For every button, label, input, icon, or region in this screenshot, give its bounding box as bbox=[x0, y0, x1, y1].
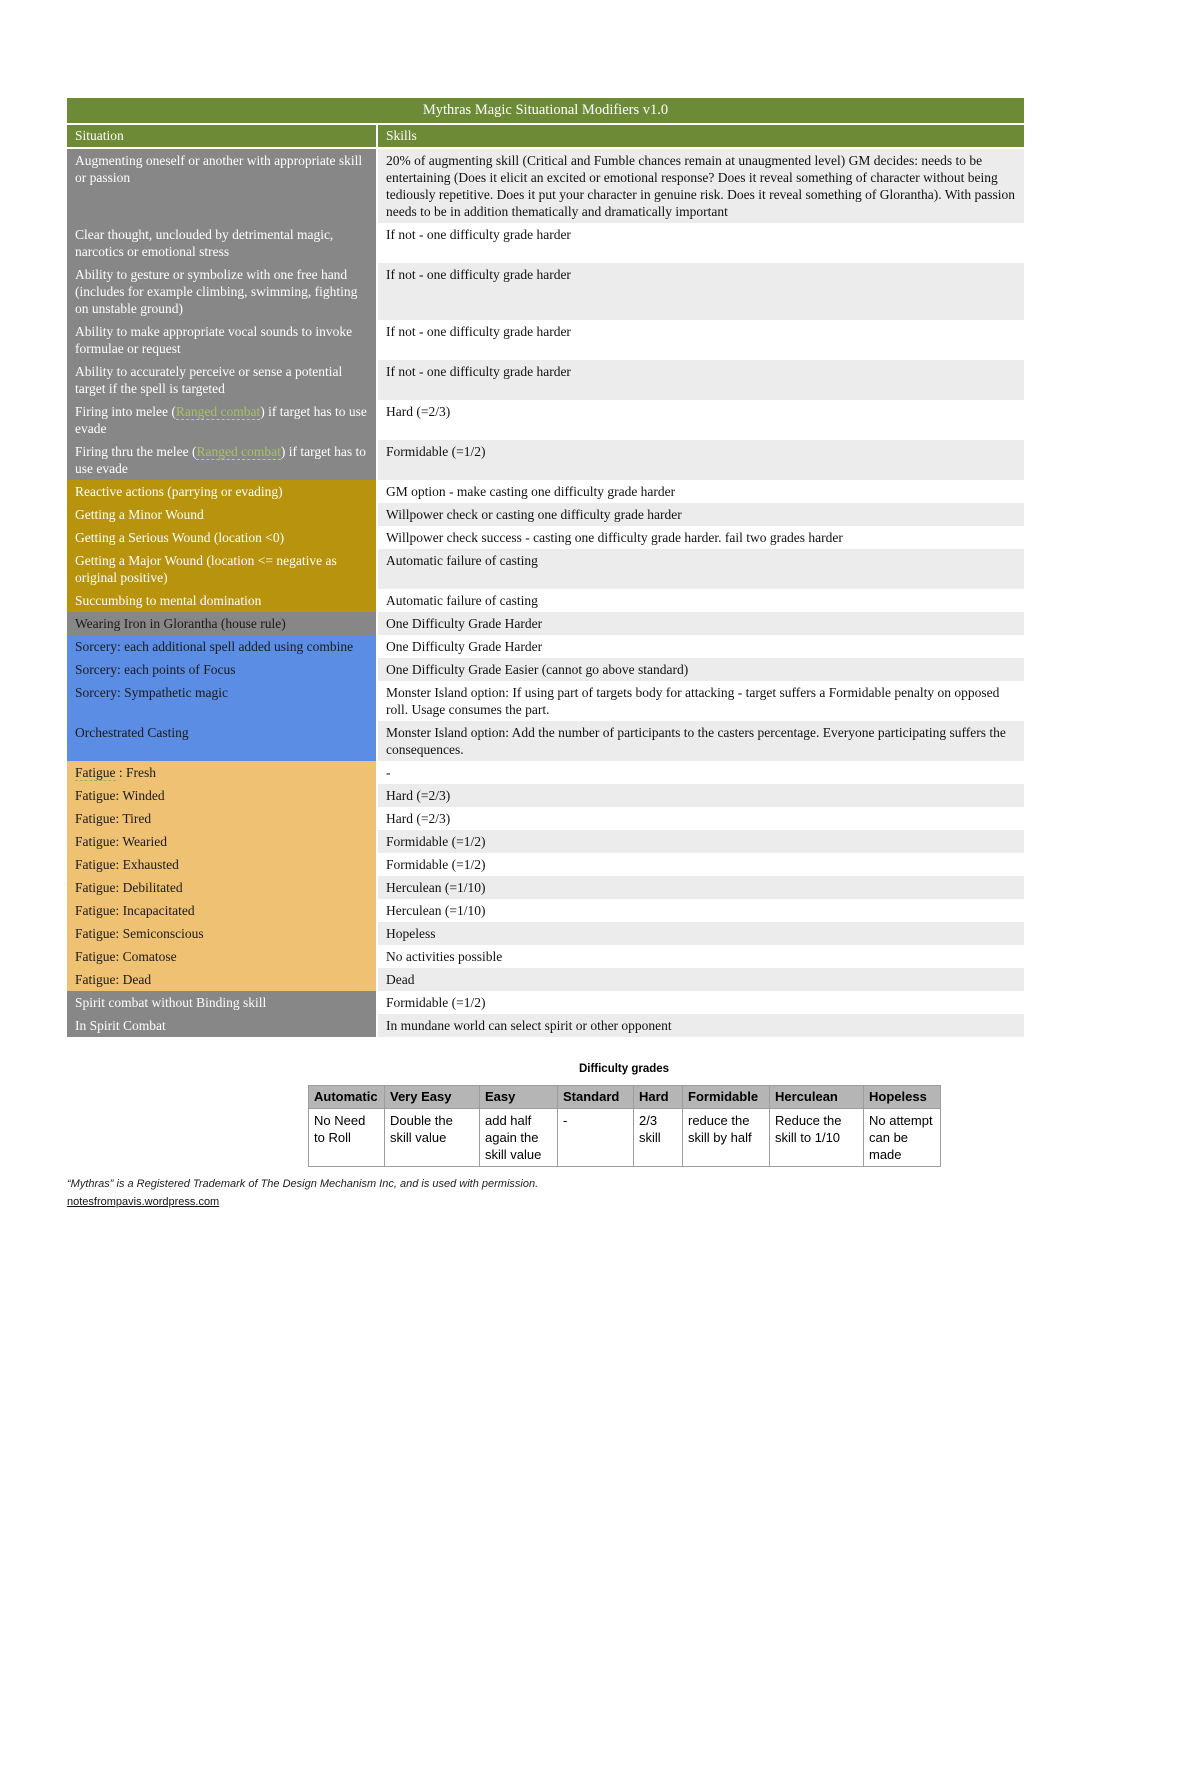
difficulty-value-row bbox=[309, 1109, 941, 1167]
difficulty-header-row bbox=[309, 1086, 941, 1109]
difficulty-header-standard: Standard bbox=[558, 1086, 634, 1109]
difficulty-header-very-easy: Very Easy bbox=[385, 1086, 480, 1109]
skills-cell: Hard (=2/3) bbox=[378, 400, 1024, 440]
situation-cell bbox=[67, 263, 376, 320]
difficulty-header-easy: Easy bbox=[480, 1086, 558, 1109]
situation-text: Fatigue: Incapacitated bbox=[75, 903, 195, 918]
situation-text: Augmenting oneself or another with appropriate skill or passion bbox=[75, 153, 363, 185]
skills-cell: If not - one difficulty grade harder bbox=[378, 223, 1024, 263]
skills-cell: Herculean (=1/10) bbox=[378, 876, 1024, 899]
column-header-situation: Situation bbox=[67, 125, 376, 147]
table-row bbox=[67, 876, 1024, 899]
skills-cell: Automatic failure of casting bbox=[378, 589, 1024, 612]
difficulty-value-very-easy: Double the skill value bbox=[385, 1109, 480, 1167]
skills-cell: Formidable (=1/2) bbox=[378, 853, 1024, 876]
notesfrompavis-link[interactable]: notesfrompavis.wordpress.com bbox=[67, 1196, 220, 1208]
situation-text: Getting a Minor Wound bbox=[75, 507, 204, 522]
situation-cell bbox=[67, 589, 376, 612]
table-row bbox=[67, 400, 1024, 440]
situation-cell bbox=[67, 360, 376, 400]
situation-text: Wearing Iron in Glorantha (house rule) bbox=[75, 616, 286, 631]
skills-cell: Hard (=2/3) bbox=[378, 784, 1024, 807]
table-row bbox=[67, 263, 1024, 320]
situation-text: Spirit combat without Binding skill bbox=[75, 995, 267, 1010]
situation-cell bbox=[67, 480, 376, 503]
ranged-combat-link[interactable]: Ranged combat bbox=[196, 444, 281, 459]
skills-cell: Willpower check success - casting one difficulty grade harder. fail two grades harder bbox=[378, 526, 1024, 549]
table-row bbox=[67, 440, 1024, 480]
table-row bbox=[67, 503, 1024, 526]
skills-cell: Willpower check or casting one difficulty grade harder bbox=[378, 503, 1024, 526]
table-row bbox=[67, 945, 1024, 968]
difficulty-header-hopeless: Hopeless bbox=[864, 1086, 941, 1109]
fatigue-link[interactable]: Fatigue bbox=[75, 765, 116, 780]
table-row bbox=[67, 784, 1024, 807]
situation-cell bbox=[67, 761, 376, 784]
situation-text: Reactive actions (parrying or evading) bbox=[75, 484, 283, 499]
table-row bbox=[67, 853, 1024, 876]
situation-cell bbox=[67, 721, 376, 761]
table-row bbox=[67, 223, 1024, 263]
situation-cell bbox=[67, 549, 376, 589]
situation-cell bbox=[67, 853, 376, 876]
situation-text: ) if target has to use evade bbox=[75, 444, 367, 476]
situation-text: Fatigue: Semiconscious bbox=[75, 926, 204, 941]
table-row bbox=[67, 612, 1024, 635]
table-row bbox=[67, 549, 1024, 589]
situation-cell bbox=[67, 526, 376, 549]
situation-cell bbox=[67, 440, 376, 480]
situation-cell bbox=[67, 830, 376, 853]
situation-text: Ability to make appropriate vocal sounds to invoke formulae or request bbox=[75, 324, 353, 356]
situation-text: : Fresh bbox=[115, 765, 156, 780]
situation-cell bbox=[67, 400, 376, 440]
situation-cell bbox=[67, 922, 376, 945]
situation-text: Fatigue: Tired bbox=[75, 811, 152, 826]
difficulty-value-easy: add half again the skill value bbox=[480, 1109, 558, 1167]
table-body bbox=[67, 149, 1024, 1037]
table-row bbox=[67, 899, 1024, 922]
situation-cell bbox=[67, 149, 376, 223]
table-row bbox=[67, 761, 1024, 784]
skills-cell: Hopeless bbox=[378, 922, 1024, 945]
skills-cell: If not - one difficulty grade harder bbox=[378, 360, 1024, 400]
table-row bbox=[67, 635, 1024, 658]
skills-cell: GM option - make casting one difficulty grade harder bbox=[378, 480, 1024, 503]
difficulty-value-hopeless: No attempt can be made bbox=[864, 1109, 941, 1167]
situation-cell bbox=[67, 784, 376, 807]
difficulty-grades-table bbox=[308, 1085, 941, 1167]
situation-text: Firing thru the melee ( bbox=[75, 444, 197, 459]
situation-cell bbox=[67, 658, 376, 681]
skills-cell: One Difficulty Grade Harder bbox=[378, 612, 1024, 635]
difficulty-header-herculean: Herculean bbox=[770, 1086, 864, 1109]
situation-cell bbox=[67, 612, 376, 635]
difficulty-value-automatic: No Need to Roll bbox=[309, 1109, 385, 1167]
difficulty-value-standard: - bbox=[558, 1109, 634, 1167]
table-row bbox=[67, 658, 1024, 681]
difficulty-header-hard: Hard bbox=[634, 1086, 683, 1109]
table-row bbox=[67, 991, 1024, 1014]
situation-text: Sorcery: each points of Focus bbox=[75, 662, 236, 677]
situation-cell bbox=[67, 223, 376, 263]
situation-cell bbox=[67, 991, 376, 1014]
situation-text: Firing into melee ( bbox=[75, 404, 176, 419]
skills-cell: If not - one difficulty grade harder bbox=[378, 320, 1024, 360]
table-row bbox=[67, 589, 1024, 612]
skills-cell: Hard (=2/3) bbox=[378, 807, 1024, 830]
ranged-combat-link[interactable]: Ranged combat bbox=[175, 404, 261, 419]
situation-text: ) if target has to use evade bbox=[75, 404, 367, 436]
skills-cell: Formidable (=1/2) bbox=[378, 830, 1024, 853]
situation-text: Fatigue: Debilitated bbox=[75, 880, 183, 895]
situation-cell bbox=[67, 681, 376, 721]
situation-text: In Spirit Combat bbox=[75, 1018, 166, 1033]
table-row bbox=[67, 526, 1024, 549]
situation-text: Fatigue: Wearied bbox=[75, 834, 168, 849]
skills-cell: In mundane world can select spirit or other opponent bbox=[378, 1014, 1024, 1037]
table-row bbox=[67, 681, 1024, 721]
skills-cell: One Difficulty Grade Harder bbox=[378, 635, 1024, 658]
table-row bbox=[67, 360, 1024, 400]
situation-cell bbox=[67, 968, 376, 991]
table-row bbox=[67, 968, 1024, 991]
difficulty-value-herculean: Reduce the skill to 1/10 bbox=[770, 1109, 864, 1167]
footer bbox=[67, 1177, 1024, 1210]
situation-cell bbox=[67, 503, 376, 526]
situation-cell bbox=[67, 1014, 376, 1037]
situation-text: Ability to gesture or symbolize with one free hand (includes for example climbing, swimming, fighting on unstable ground) bbox=[75, 267, 358, 316]
table-row bbox=[67, 807, 1024, 830]
situation-cell bbox=[67, 876, 376, 899]
difficulty-header-automatic: Automatic bbox=[309, 1086, 385, 1109]
situation-cell bbox=[67, 899, 376, 922]
skills-cell: Monster Island option: If using part of targets body for attacking - target suffers a Formidable penalty on opposed roll. Usage consumes the part. bbox=[378, 681, 1024, 721]
skills-cell: - bbox=[378, 761, 1024, 784]
situation-text: Sorcery: Sympathetic magic bbox=[75, 685, 228, 700]
situation-text: Getting a Serious Wound (location <0) bbox=[75, 530, 285, 545]
skills-cell: 20% of augmenting skill (Critical and Fumble chances remain at unaugmented level) GM decides: needs to be entertaining (Does it elicit an excited or emotional response? Does it reveal something of character without being tediously repetitive. Does it put your character in genuine risk. Does it reveal something of Glorantha). With passion needs to be in addition thematically and dramatically important bbox=[378, 149, 1024, 223]
difficulty-grades-title: Difficulty grades bbox=[578, 1063, 670, 1075]
situation-text: Getting a Major Wound (location <= negative as original positive) bbox=[75, 553, 337, 585]
trademark-notice: “Mythras” is a Registered Trademark of The Design Mechanism Inc, and is used with permission. bbox=[67, 1178, 539, 1190]
table-row bbox=[67, 922, 1024, 945]
skills-cell: One Difficulty Grade Easier (cannot go above standard) bbox=[378, 658, 1024, 681]
table-header-row bbox=[67, 125, 1024, 147]
table-row bbox=[67, 149, 1024, 223]
situation-text: Fatigue: Dead bbox=[75, 972, 152, 987]
table-row bbox=[67, 1014, 1024, 1037]
table-row bbox=[67, 830, 1024, 853]
situation-text: Ability to accurately perceive or sense a potential target if the spell is targeted bbox=[75, 364, 343, 396]
skills-cell: Formidable (=1/2) bbox=[378, 440, 1024, 480]
reference-sheet bbox=[67, 98, 1024, 1210]
table-row bbox=[67, 480, 1024, 503]
situation-text: Succumbing to mental domination bbox=[75, 593, 262, 608]
situation-text: Clear thought, unclouded by detrimental magic, narcotics or emotional stress bbox=[75, 227, 334, 259]
situation-text: Sorcery: each additional spell added using combine bbox=[75, 639, 354, 654]
situation-text: Fatigue: Winded bbox=[75, 788, 165, 803]
difficulty-value-hard: 2/3 skill bbox=[634, 1109, 683, 1167]
situation-cell bbox=[67, 945, 376, 968]
skills-cell: Automatic failure of casting bbox=[378, 549, 1024, 589]
skills-cell: Dead bbox=[378, 968, 1024, 991]
situation-cell bbox=[67, 807, 376, 830]
difficulty-value-formidable: reduce the skill by half bbox=[683, 1109, 770, 1167]
skills-cell: Monster Island option: Add the number of participants to the casters percentage. Everyone participating suffers the consequences. bbox=[378, 721, 1024, 761]
table-title: Mythras Magic Situational Modifiers v1.0 bbox=[67, 98, 1024, 123]
situation-text: Fatigue: Exhausted bbox=[75, 857, 179, 872]
table-row bbox=[67, 320, 1024, 360]
modifiers-table bbox=[67, 98, 1024, 1037]
skills-cell: Herculean (=1/10) bbox=[378, 899, 1024, 922]
difficulty-header-formidable: Formidable bbox=[683, 1086, 770, 1109]
skills-cell: No activities possible bbox=[378, 945, 1024, 968]
table-row bbox=[67, 721, 1024, 761]
situation-cell bbox=[67, 320, 376, 360]
skills-cell: Formidable (=1/2) bbox=[378, 991, 1024, 1014]
situation-text: Orchestrated Casting bbox=[75, 725, 189, 740]
difficulty-grades-section bbox=[308, 1063, 940, 1167]
situation-cell bbox=[67, 635, 376, 658]
situation-text: Fatigue: Comatose bbox=[75, 949, 177, 964]
skills-cell: If not - one difficulty grade harder bbox=[378, 263, 1024, 320]
column-header-skills: Skills bbox=[378, 125, 1024, 147]
